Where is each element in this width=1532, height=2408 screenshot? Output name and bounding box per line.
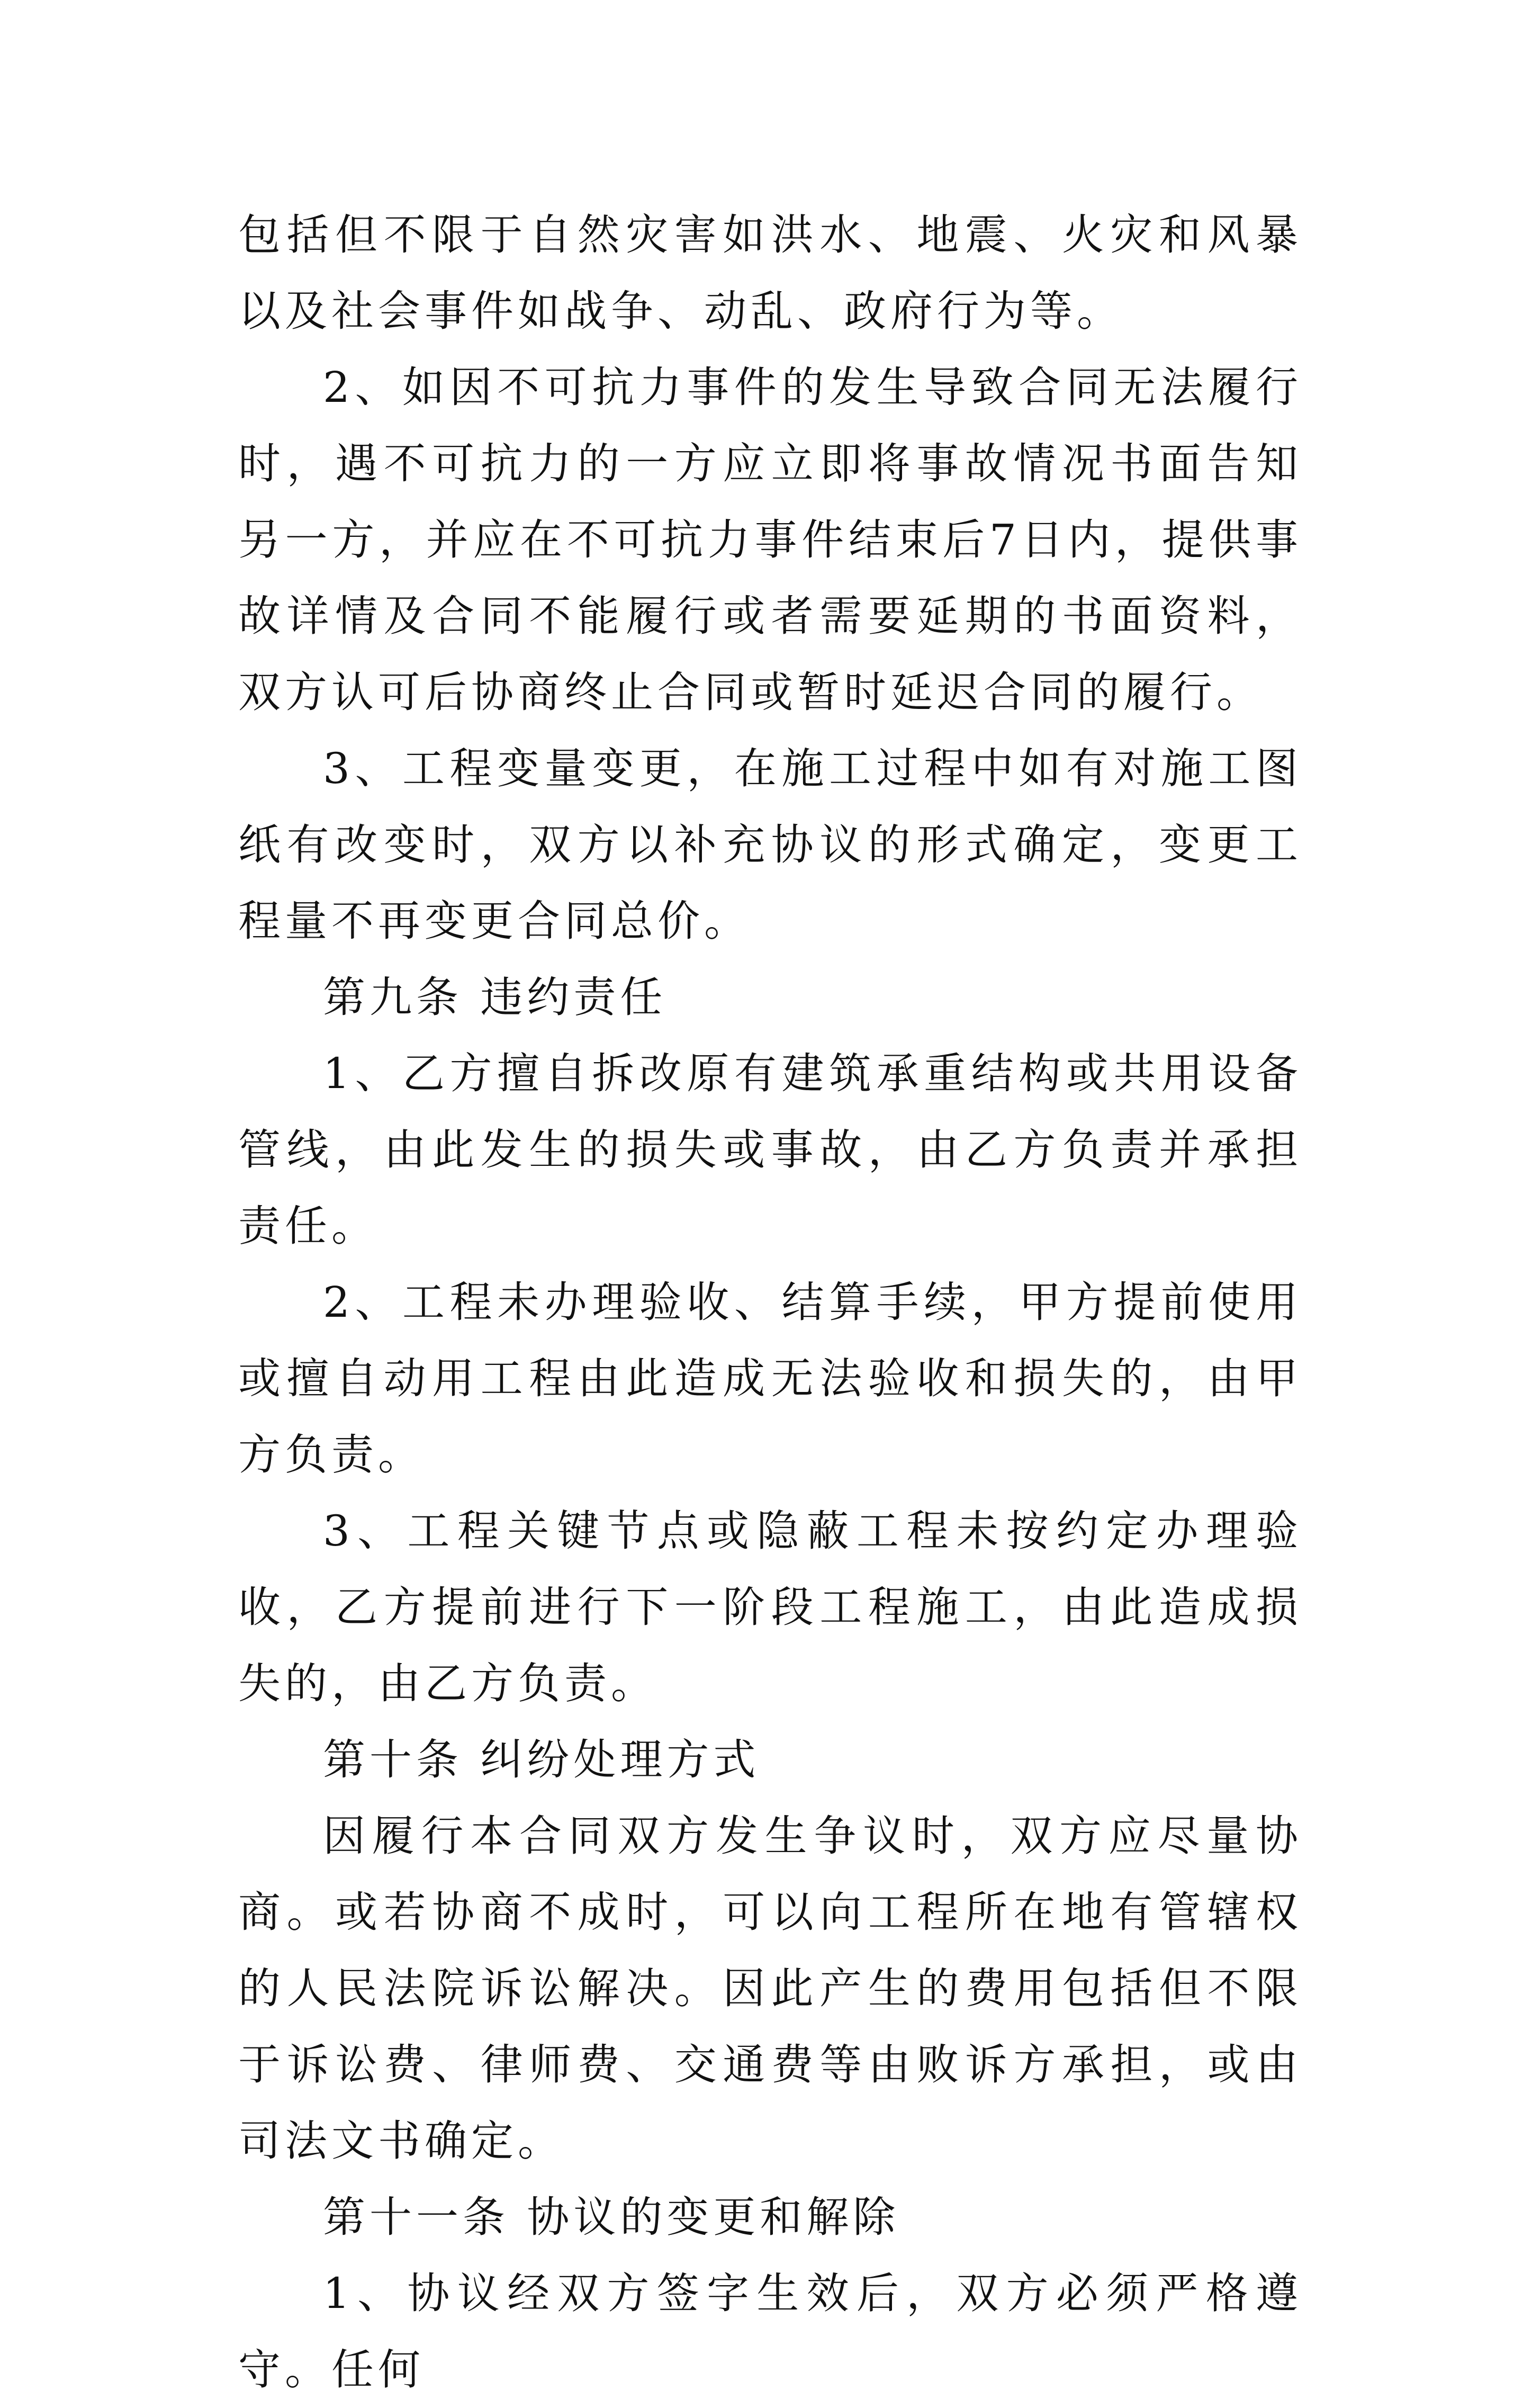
paragraph-force-majeure-scope: 包括但不限于自然灾害如洪水、地震、火灾和风暴以及社会事件如战争、动乱、政府行为等。 bbox=[238, 210, 1302, 336]
paragraph-quantity-change: 3、工程变量变更，在施工过程中如有对施工图纸有改变时，双方以补充协议的形式确定，变更工程量不再变更合同总价。 bbox=[238, 744, 1302, 946]
paragraph-dispute-resolution: 因履行本合同双方发生争议时，双方应尽量协商。或若协商不成时，可以向工程所在地有管辖权的人民法院诉讼解决。因此产生的费用包括但不限于诉讼费、律师费、交通费等由败诉方承担，或由司法文书确定。 bbox=[238, 1811, 1302, 2166]
document-body bbox=[238, 197, 1302, 2408]
paragraph-breach-2: 2、工程未办理验收、结算手续，甲方提前使用或擅自动用工程由此造成无法验收和损失的，由甲方负责。 bbox=[238, 1278, 1302, 1479]
paragraph-breach-1: 1、乙方擅自拆改原有建筑承重结构或共用设备管线，由此发生的损失或事故，由乙方负责并承担责任。 bbox=[238, 1049, 1302, 1251]
article-11-heading: 第十一条 协议的变更和解除 bbox=[323, 2193, 900, 2242]
article-10-heading: 第十条 纠纷处理方式 bbox=[323, 1735, 760, 1784]
paragraph-agreement-change-1: 1、协议经双方签字生效后，双方必须严格遵守。任何 bbox=[238, 2269, 1302, 2394]
paragraph-force-majeure-notice: 2、如因不可抗力事件的发生导致合同无法履行时，遇不可抗力的一方应立即将事故情况书面告知另一方，并应在不可抗力事件结束后7日内，提供事故详情及合同不能履行或者需要延期的书面资料，双方认可后协商终止合同或暂时延迟合同的履行。 bbox=[238, 363, 1302, 717]
article-9-heading: 第九条 违约责任 bbox=[323, 973, 667, 1022]
paragraph-breach-3: 3、工程关键节点或隐蔽工程未按约定办理验收，乙方提前进行下一阶段工程施工，由此造成损失的，由乙方负责。 bbox=[238, 1506, 1302, 1708]
